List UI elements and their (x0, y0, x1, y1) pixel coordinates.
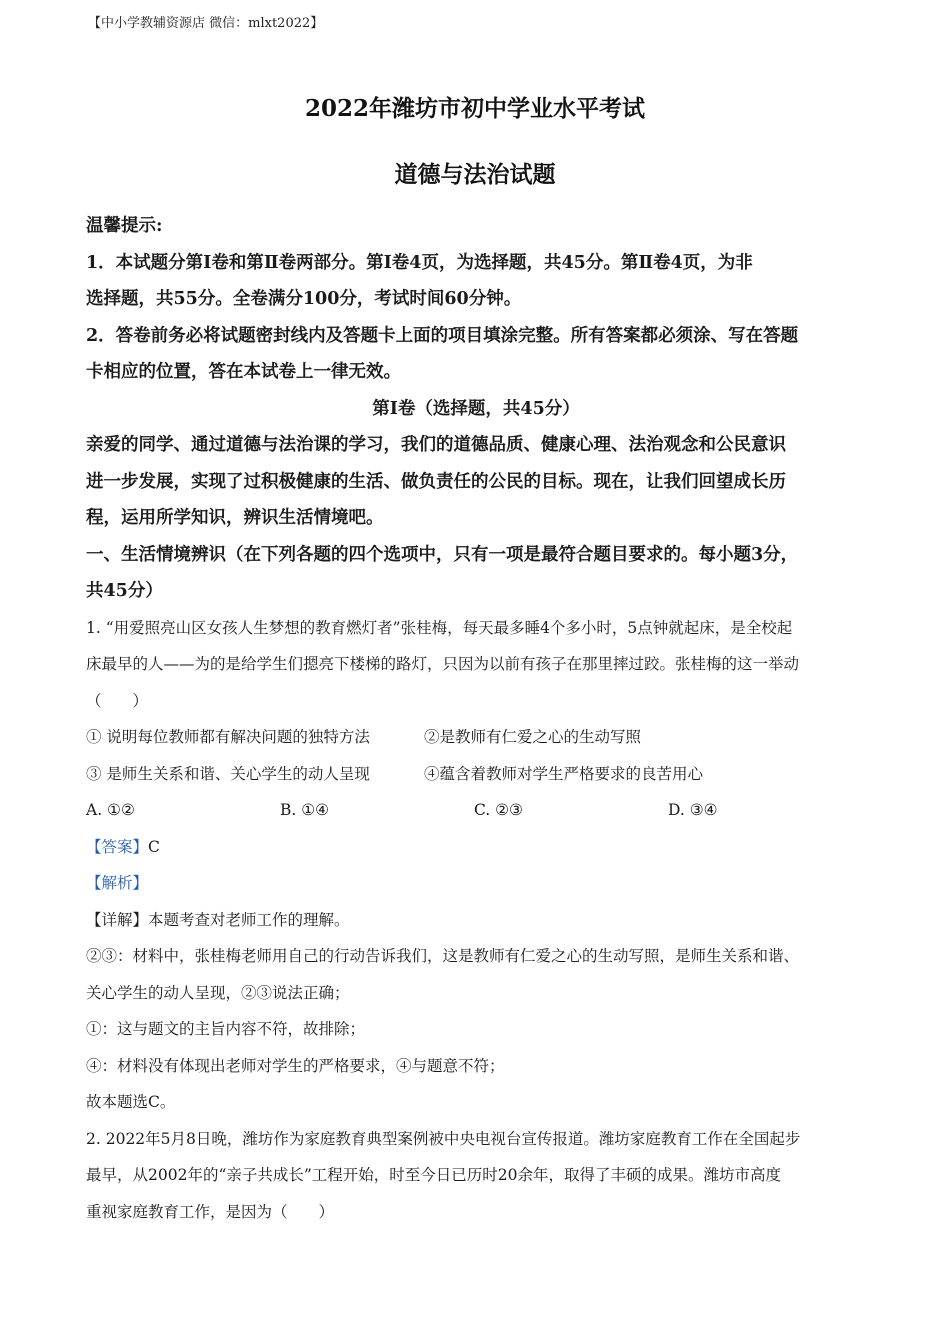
part-heading-2: 共45分） (86, 581, 163, 601)
q1-detail-5: ④：材料没有体现出老师对学生的严格要求，④与题意不符； (86, 1056, 505, 1075)
q1-option-b: B. ①④ (280, 801, 330, 819)
q1-statement-4: ④蕴含着教师对学生严格要求的良苦用心 (424, 764, 704, 783)
q2-stem-1: 2. 2022年5月8日晚，潍坊作为家庭教育典型案例被中央电视台宣传报道。潍坊家庭教育工作在全国起步 (86, 1129, 801, 1148)
q1-detail-3: 关心学生的动人呈现，②③说法正确； (86, 983, 350, 1002)
q1-detail-1: 【详解】本题考查对老师工作的理解。 (86, 910, 350, 929)
q1-statement-1: ① 说明每位教师都有解决问题的独特方法 (86, 728, 370, 746)
q2-stem-3: 重视家庭教育工作，是因为（ ） (86, 1202, 335, 1221)
exam-content (86, 208, 866, 1230)
part-heading-1: 一、生活情境辨识（在下列各题的四个选项中，只有一项是最符合题目要求的。每小题3分， (86, 544, 799, 565)
q2-stem-2: 最早，从2002年的“亲子共成长”工程开始，时至今日已历时20余年，取得了丰硕的成果。潍坊市高度 (86, 1166, 782, 1184)
analysis-label: 【解析】 (86, 874, 149, 892)
q1-stem-2: 床最早的人——为的是给学生们摁亮下楼梯的路灯，只因为以前有孩子在那里摔过跤。张桂梅的这一举动 (86, 655, 800, 673)
answer-label: 【答案】 (86, 837, 149, 856)
intro-line-1: 亲爱的同学、通过道德与法治课的学习，我们的道德品质、健康心理、法治观念和公民意识 (86, 435, 786, 455)
q1-statements-row-2 (86, 756, 866, 793)
q1-detail-2: ②③：材料中，张桂梅老师用自己的行动告诉我们，这是教师有仁爱之心的生动写照，是师生关系和谐、 (86, 947, 800, 965)
q1-answer (86, 829, 866, 866)
q1-detail-6: 故本题选C。 (86, 1093, 176, 1111)
notice-line-4: 卡相应的位置，答在本试卷上一律无效。 (86, 362, 401, 382)
q1-detail-4: ①：这与题文的主旨内容不符，故排除； (86, 1020, 366, 1038)
exam-subtitle: 道德与法治试题 (394, 161, 556, 188)
q1-option-d: D. ③④ (668, 801, 718, 819)
q1-statement-2: ②是教师有仁爱之心的生动写照 (424, 728, 642, 746)
intro-line-3: 程，运用所学知识，辨识生活情境吧。 (86, 508, 384, 528)
answer-value: C (148, 837, 160, 856)
watermark: 【中小学教辅资源店 微信：mlxt2022】 (88, 16, 324, 31)
q1-option-c: C. ②③ (474, 801, 523, 819)
q1-option-a: A. ①② (86, 801, 135, 819)
exam-title: 2022年潍坊市初中学业水平考试 (304, 95, 645, 122)
notice-line-1: 1．本试题分第Ⅰ卷和第Ⅱ卷两部分。第Ⅰ卷4页，为选择题，共45分。第Ⅱ卷4页，为非 (86, 252, 753, 273)
q1-options (86, 792, 866, 829)
q1-stem-3: （ ） (86, 691, 149, 710)
notice-line-3: 2．答卷前务必将试题密封线内及答题卡上面的项目填涂完整。所有答案都必须涂、写在答题 (86, 325, 799, 346)
q1-stem-1: 1. “用爱照亮山区女孩人生梦想的教育燃灯者”张桂梅，每天最多睡4个多小时，5点钟就起床，是全校起 (86, 618, 793, 637)
section-title: 第Ⅰ卷（选择题，共45分） (372, 398, 580, 419)
notice-line-2: 选择题，共55分。全卷满分100分，考试时间60分钟。 (86, 289, 522, 309)
intro-line-2: 进一步发展，实现了过积极健康的生活、做负责任的公民的目标。现在，让我们回望成长历 (86, 471, 786, 492)
notice-heading: 温馨提示: (86, 216, 163, 236)
q1-statement-3: ③ 是师生关系和谐、关心学生的动人呈现 (86, 764, 370, 783)
q1-statements-row-1 (86, 719, 866, 756)
